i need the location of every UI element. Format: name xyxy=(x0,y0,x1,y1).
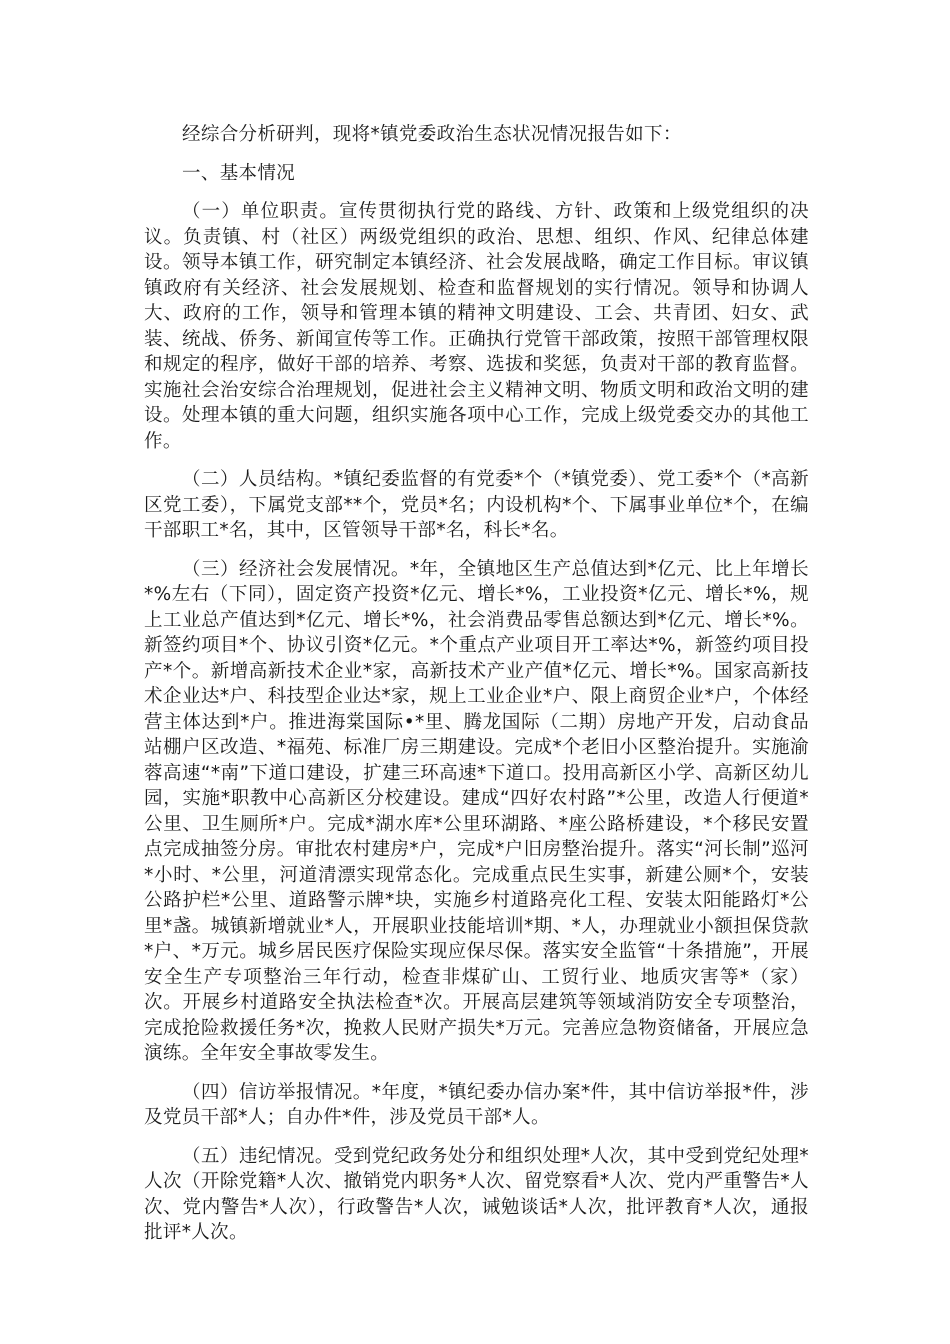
paragraph-petitions: （四）信访举报情况。*年度，*镇纪委办信办案*件，其中信访举报*件，涉及党员干部*人；自办件*件，涉及党员干部*人。 xyxy=(144,1081,809,1128)
paragraph-duties: （一）单位职责。宣传贯彻执行党的路线、方针、政策和上级党组织的决议。负责镇、村（社区）两级党组织的政治、思想、组织、作风、纪律总体建设。领导本镇工作，研究制定本镇经济、社会发展战略，确定工作目标。审议镇镇政府有关经济、社会发展规划、检查和监督规划的实行情况。领导和协调人大、政府的工作，领导和管理本镇的精神文明建设、工会、共青团、妇女、武装、统战、侨务、新闻宣传等工作。正确执行党管干部政策，按照干部管理权限和规定的程序，做好干部的培养、考察、选拔和奖惩，负责对干部的教育监督。实施社会治安综合治理规划，促进社会主义精神文明、物质文明和政治文明的建设。处理本镇的重大问题，组织实施各项中心工作，完成上级党委交办的其他工作。 xyxy=(144,201,809,452)
section-heading: 一、基本情况 xyxy=(182,162,296,184)
paragraph-staff-structure: （二）人员结构。*镇纪委监督的有党委*个（*镇党委）、党工委*个（*高新区党工委），下属党支部**个，党员*名；内设机构*个、下属事业单位*个，在编干部职工*名，其中，区管领导干部*名，科长*名。 xyxy=(144,469,809,541)
paragraph-violations: （五）违纪情况。受到党纪政务处分和组织处理*人次，其中受到党纪处理*人次（开除党籍*人次、撤销党内职务*人次、留党察看*人次、党内严重警告*人次、党内警告*人次），行政警告*人次，诫勉谈话*人次，批评教育*人次，通报批评*人次。 xyxy=(144,1145,809,1243)
paragraph-economic-development: （三）经济社会发展情况。*年，全镇地区生产总值达到*亿元、比上年增长*%左右（下同），固定资产投资*亿元、增长*%，工业投资*亿元、增长*%，规上工业总产值达到*亿元、增长*%，社会消费品零售总额达到*亿元、增长*%。新签约项目*个、协议引资*亿元。*个重点产业项目开工率达*%，新签约项目投产*个。新增高新技术企业*家，高新技术产业产值*亿元、增长*%。国家高新技术企业达*户、科技型企业达*家，规上工业企业*户、限上商贸企业*户，个体经营主体达到*户。推进海棠国际•*里、腾龙国际（二期）房地产开发，启动食品站棚户区改造、*福苑、标准厂房三期建设。完成*个老旧小区整治提升。实施渝蓉高速“*南”下道口建设，扩建三环高速*下道口。投用高新区小学、高新区幼儿园，实施*职教中心高新区分校建设。建成“四好农村路”*公里，改造人行便道*公里、卫生厕所*户。完成*湖水库*公里环湖路、*座公路桥建设，*个移民安置点完成抽签分房。审批农村建房*户，完成*户旧房整治提升。落实“河长制”巡河*小时、*公里，河道清漂实现常态化。完成重点民生实事，新建公厕*个，安装公路护栏*公里、道路警示牌*块，实施乡村道路亮化工程、安装太阳能路灯*公里*盏。城镇新增就业*人，开展职业技能培训*期、*人，办理就业小额担保贷款*户、*万元。城乡居民医疗保险实现应保尽保。落实安全监管“十条措施”，开展安全生产专项整治三年行动，检查非煤矿山、工贸行业、地质灾害等*（家）次。开展乡村道路安全执法检查*次。开展高层建筑等领域消防安全专项整治，完成抢险救援任务*次，挽救人民财产损失*万元。完善应急物资储备，开展应急演练。全年安全事故零发生。 xyxy=(144,558,809,1064)
document-page xyxy=(144,122,809,1259)
intro-paragraph: 经综合分析研判，现将*镇党委政治生态状况情况报告如下： xyxy=(182,124,682,145)
